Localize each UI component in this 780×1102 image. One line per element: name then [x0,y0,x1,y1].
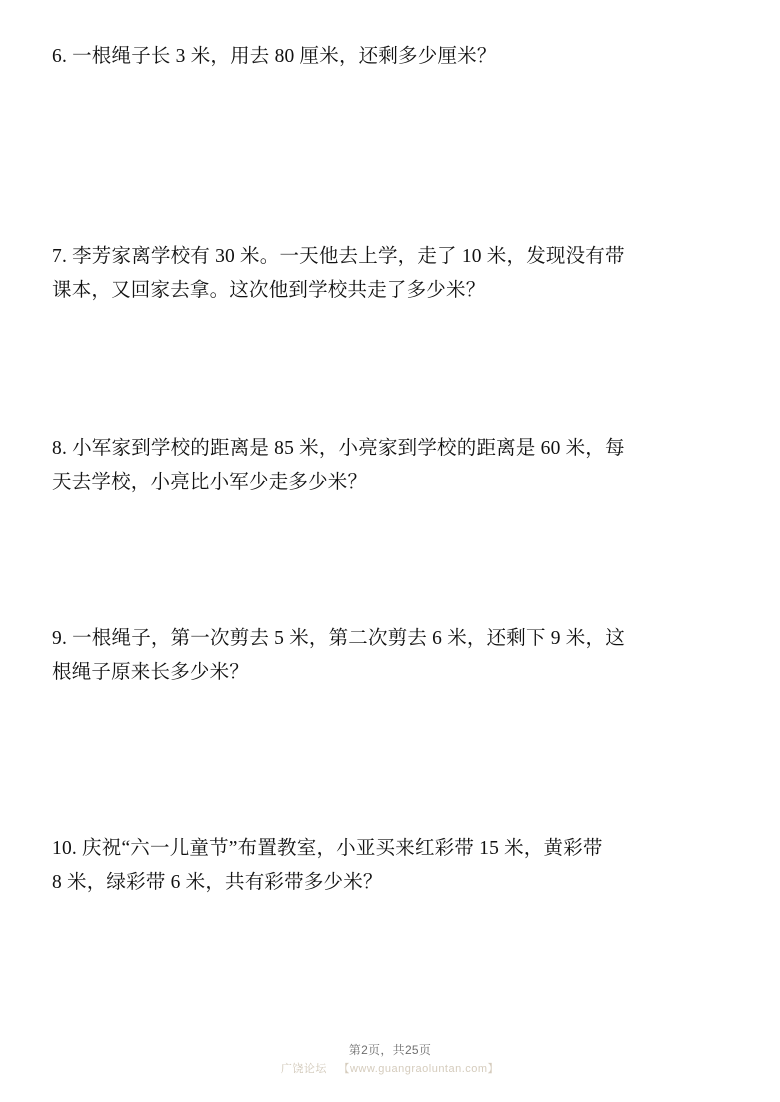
problem-line: 8 米，绿彩带 6 米，共有彩带多少米？ [52,872,383,894]
problem-line: 根绳子原来长多少米？ [52,662,250,684]
problem-item [52,832,742,900]
problem-line: 天去学校，小亮比小军少走多少米？ [52,472,368,494]
problem-line: 10. 庆祝“六一儿童节”布置教室，小亚买来红彩带 15 米，黄彩带 [52,838,603,859]
problem-line: 6. 一根绳子长 3 米，用去 80 厘米，还剩多少厘米？ [52,46,497,67]
page-footer [0,1041,780,1076]
problem-item [52,622,742,690]
watermark-name: 广饶论坛 [280,1063,327,1075]
watermark-site: 【www.guangraoluntan.com】 [338,1063,500,1075]
problem-line: 课本，又回家去拿。这次他到学校共走了多少米？ [52,280,486,302]
problem-line: 8. 小军家到学校的距离是 85 米，小亮家到学校的距离是 60 米，每 [52,438,625,459]
problem-item [52,432,742,500]
watermark [0,1060,780,1076]
problem-item [52,240,742,308]
problem-line: 7. 李芳家离学校有 30 米。一天他去上学，走了 10 米，发现没有带 [52,246,625,267]
problem-line: 9. 一根绳子，第一次剪去 5 米，第二次剪去 6 米，还剩下 9 米，这 [52,628,625,649]
page-number: 第2页，共25页 [348,1043,432,1057]
problem-item [52,40,742,74]
